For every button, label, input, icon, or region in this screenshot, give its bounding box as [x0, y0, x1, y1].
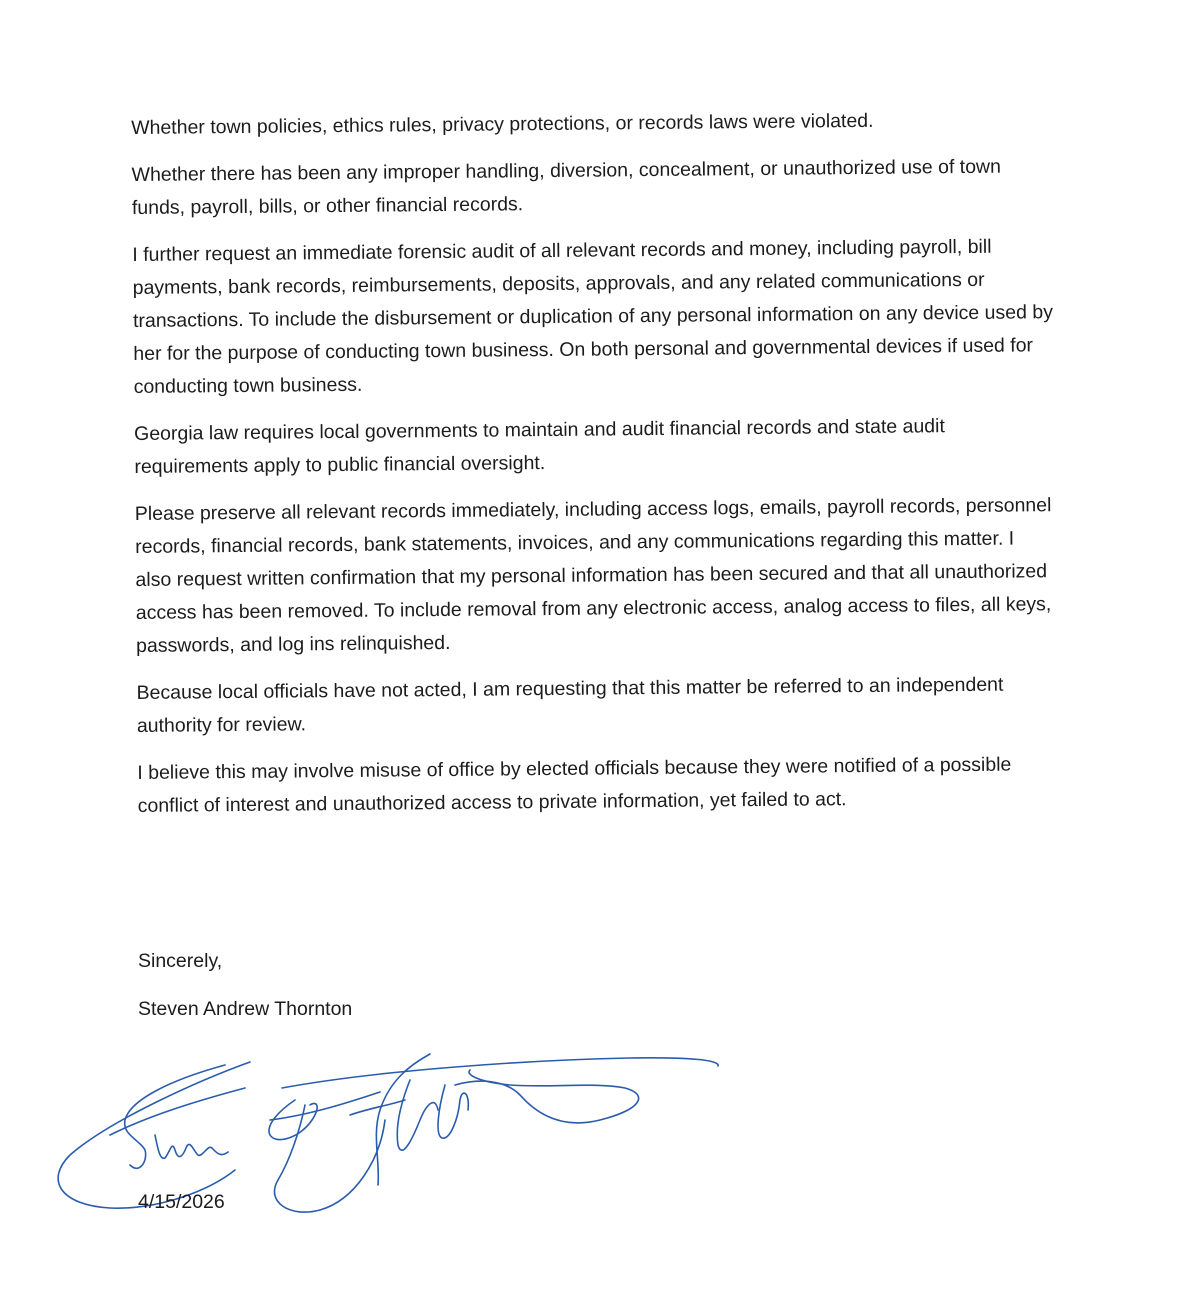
paragraph-referral-request: Because local officials have not acted, I am requesting that this matter be referred to an independent authority for review. — [136, 673, 1004, 737]
paragraph-preserve-records: Please preserve all relevant records immediately, including access logs, emails, payroll records, personnel records, financial records, bank statements, invoices, and any communications regarding this matter. I also request written confirmation that my personal information has been secured and that all unauthorized access has been removed. To include removal from any electronic access, analog access to files, all keys, passwords, and log ins relinquished. — [134, 494, 1052, 657]
signer-name: Steven Andrew Thornton — [138, 998, 353, 1020]
paragraph-policies-violated: Whether town policies, ethics rules, privacy protections, or records laws were violated. — [131, 109, 874, 139]
paragraph-misuse-of-office: I believe this may involve misuse of office by elected officials because they were notified of a possible conflict of interest and unauthorized access to private information, yet failed to act. — [137, 753, 1012, 817]
signature-date: 4/15/2026 — [138, 1191, 225, 1213]
paragraph-forensic-audit: I further request an immediate forensic audit of all relevant records and money, including payroll, bill payments, bank records, reimbursements, deposits, approvals, and any related communications or transactions. To include the disbursement or duplication of any personal information on any device used by her for the purpose of conducting town business. On both personal and governmental devices if used for conducting town business. — [132, 235, 1054, 398]
paragraph-georgia-law: Georgia law requires local governments to maintain and audit financial records and state audit requirements apply to public financial oversight. — [133, 415, 945, 478]
signature-block — [138, 945, 352, 1026]
paragraph-improper-handling: Whether there has been any improper handling, diversion, concealment, or unauthorized use of town funds, payroll, bills, or other financial records. — [131, 155, 1002, 219]
letter-body — [131, 103, 1058, 837]
closing-salutation: Sincerely, — [138, 950, 223, 972]
